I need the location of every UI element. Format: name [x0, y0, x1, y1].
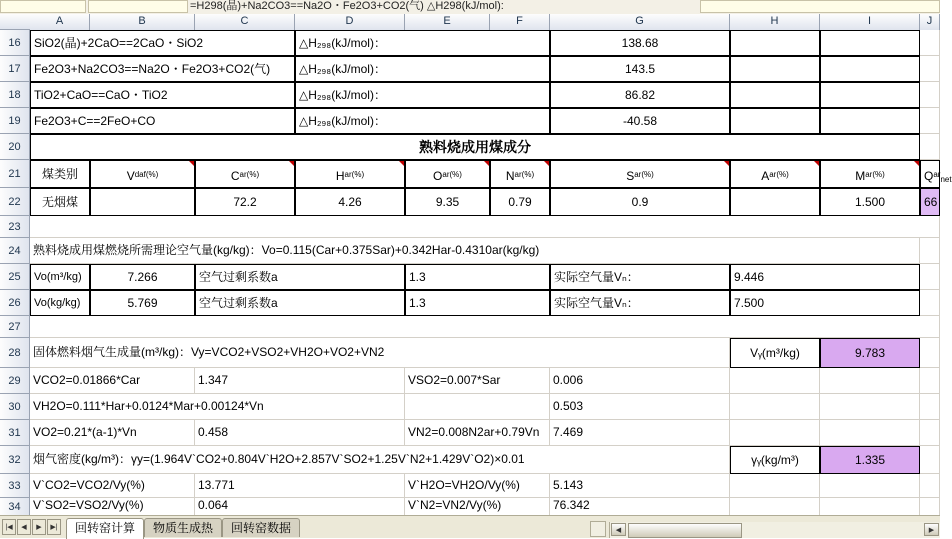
- cell-c31-value[interactable]: 0.458: [195, 420, 405, 446]
- cell-a21-coal-type[interactable]: 煤类别: [30, 160, 90, 188]
- cell-d21-base: H: [335, 169, 345, 183]
- row-header-20[interactable]: 20: [0, 134, 30, 160]
- cell-j21-qar-net[interactable]: [920, 160, 952, 188]
- cell-i22[interactable]: 1.500: [820, 188, 920, 216]
- cell-a25-label[interactable]: Vo(m³/kg): [30, 264, 90, 290]
- cell-j32[interactable]: [920, 446, 940, 474]
- cell-g21-sup: ar(%): [634, 170, 654, 179]
- cell-c33-value[interactable]: 13.771: [195, 474, 405, 498]
- cell-g26-label[interactable]: 实际空气量Vₙ：: [550, 290, 730, 316]
- cell-g21-sar[interactable]: [550, 160, 730, 188]
- cell-a24-formula[interactable]: 熟料烧成用煤燃烧所需理论空气量(kg/kg)：Vo=0.115(Car+0.375Sar)+0.342Har-0.4310ar(kg/kg): [30, 238, 920, 264]
- sheet-tab-bar: [0, 515, 940, 538]
- row-header-16[interactable]: 16: [0, 30, 30, 56]
- comment-marker-icon: [724, 161, 729, 166]
- cell-a17[interactable]: Fe2O3+Na2CO3==Na2O・Fe2O3+CO2(气): [30, 56, 295, 82]
- cell-e21-oar[interactable]: [405, 160, 490, 188]
- comment-marker-icon: [399, 161, 404, 166]
- cell-e34-formula[interactable]: V`N2=VN2/Vy(%): [405, 498, 550, 516]
- cell-row-27-blank[interactable]: [30, 316, 940, 338]
- cell-a29-formula[interactable]: VCO2=0.01866*Car: [30, 368, 195, 394]
- cell-g25-label[interactable]: 实际空气量Vₙ：: [550, 264, 730, 290]
- cell-j24[interactable]: [920, 238, 940, 264]
- sheet-tab-rotary-kiln-calc[interactable]: 回转窑计算: [66, 518, 144, 539]
- cell-j30[interactable]: [920, 394, 940, 420]
- cell-j22[interactable]: 66: [920, 188, 940, 216]
- prev-sheet-button[interactable]: ◀: [17, 519, 31, 535]
- cell-e25-value[interactable]: 1.3: [405, 264, 550, 290]
- cell-d19[interactable]: △H₂₉₈(kJ/mol)：: [295, 108, 550, 134]
- cell-i21-mar[interactable]: [820, 160, 920, 188]
- column-header-j[interactable]: J: [920, 14, 940, 30]
- cell-a31-formula[interactable]: VO2=0.21*(a-1)*Vn: [30, 420, 195, 446]
- cell-a34-formula[interactable]: V`SO2=VSO2/Vy(%): [30, 498, 195, 516]
- column-header-row: [0, 14, 940, 30]
- cell-h33[interactable]: [730, 474, 820, 498]
- row-header-31[interactable]: 31: [0, 420, 30, 446]
- row-header-27[interactable]: 27: [0, 316, 30, 338]
- cell-h26-value[interactable]: 7.500: [730, 290, 920, 316]
- cell-h19[interactable]: [730, 108, 820, 134]
- cell-g29-value[interactable]: 0.006: [550, 368, 730, 394]
- cell-f21-nar[interactable]: [490, 160, 550, 188]
- column-header-f[interactable]: F: [490, 14, 550, 30]
- sheet-tab-rotary-kiln-data[interactable]: 回转窑数据: [222, 518, 300, 537]
- cell-i32-value[interactable]: 1.335: [820, 446, 920, 474]
- cell-h29[interactable]: [730, 368, 820, 394]
- cell-a33-formula[interactable]: V`CO2=VCO2/Vy(%): [30, 474, 195, 498]
- cell-i18[interactable]: [820, 82, 920, 108]
- row-header-34[interactable]: 34: [0, 498, 30, 516]
- cell-j17[interactable]: [920, 56, 940, 82]
- cell-j25[interactable]: [920, 264, 940, 290]
- cell-j19[interactable]: [920, 108, 940, 134]
- name-box[interactable]: [0, 0, 86, 13]
- scroll-right-arrow[interactable]: ▶: [924, 523, 939, 536]
- cell-i16[interactable]: [820, 30, 920, 56]
- comment-marker-icon: [914, 161, 919, 166]
- cell-f21-sup: ar(%): [514, 170, 535, 179]
- scroll-left-arrow[interactable]: ◀: [611, 523, 626, 536]
- sheet-nav-buttons: [2, 519, 61, 535]
- sheet-tab-formation-heat[interactable]: 物质生成热: [144, 518, 222, 537]
- formula-bar-text: =H298(晶)+Na2CO3==Na2O・Fe2O3+CO2(气) △H298(kJ/mol):: [190, 0, 504, 12]
- cell-a22[interactable]: 无烟煤: [30, 188, 90, 216]
- cell-g17[interactable]: 143.5: [550, 56, 730, 82]
- cell-c21-base: C: [230, 169, 240, 183]
- cell-e21-base: O: [433, 169, 443, 183]
- cell-g19[interactable]: -40.58: [550, 108, 730, 134]
- cell-g16[interactable]: 138.68: [550, 30, 730, 56]
- cell-d21-sup: ar(%): [344, 170, 365, 179]
- cell-h34[interactable]: [730, 498, 820, 516]
- cell-a28-formula[interactable]: 固体燃料烟气生成量(m³/kg)：Vy=VCO2+VSO2+VH2O+VO2+VN2: [30, 338, 730, 368]
- formula-bar-segment-1[interactable]: [88, 0, 188, 13]
- cell-g18[interactable]: 86.82: [550, 82, 730, 108]
- cell-f22[interactable]: 0.79: [490, 188, 550, 216]
- cell-h25-value[interactable]: 9.446: [730, 264, 920, 290]
- cell-c29-value[interactable]: 1.347: [195, 368, 405, 394]
- cell-g30-value[interactable]: 0.503: [550, 394, 730, 420]
- row-header-23[interactable]: 23: [0, 216, 30, 238]
- row-header-17[interactable]: 17: [0, 56, 30, 82]
- cell-a16[interactable]: SiO2(晶)+2CaO==2CaO・SiO2: [30, 30, 295, 56]
- cell-j34[interactable]: [920, 498, 940, 516]
- column-header-c[interactable]: C: [195, 14, 295, 30]
- cell-c21-sup: ar(%): [239, 170, 260, 179]
- row-header-30[interactable]: 30: [0, 394, 30, 420]
- cell-g21-base: S: [626, 169, 635, 183]
- column-header-i[interactable]: I: [820, 14, 920, 30]
- column-header-b[interactable]: B: [90, 14, 195, 30]
- cell-h21-sup: ar(%): [769, 170, 789, 179]
- cell-c25-label[interactable]: 空气过剩系数a: [195, 264, 405, 290]
- cell-j33[interactable]: [920, 474, 940, 498]
- formula-bar-segment-2[interactable]: [700, 0, 940, 13]
- cell-j31[interactable]: [920, 420, 940, 446]
- section-title-coal-composition[interactable]: 熟料烧成用煤成分: [30, 134, 920, 160]
- cell-h30[interactable]: [730, 394, 820, 420]
- cell-j16[interactable]: [920, 30, 940, 56]
- cell-i31[interactable]: [820, 420, 920, 446]
- cell-e30[interactable]: [405, 394, 550, 420]
- cell-d18[interactable]: △H₂₉₈(kJ/mol)：: [295, 82, 550, 108]
- cell-a32-formula[interactable]: 烟气密度(kg/m³)：γy=(1.964V`CO2+0.804V`H2O+2.857V`SO2+1.25V`N2+1.429V`O2)×0.01: [30, 446, 730, 474]
- cell-h28-label[interactable]: Vᵧ(m³/kg): [730, 338, 820, 368]
- cell-e33-formula[interactable]: V`H2O=VH2O/Vy(%): [405, 474, 550, 498]
- cell-i34[interactable]: [820, 498, 920, 516]
- cell-i21-base: M: [855, 169, 866, 183]
- cell-j21-sub: net: [940, 175, 952, 184]
- cell-h18[interactable]: [730, 82, 820, 108]
- cell-c26-label[interactable]: 空气过剩系数a: [195, 290, 405, 316]
- cell-h31[interactable]: [730, 420, 820, 446]
- cell-h22[interactable]: [730, 188, 820, 216]
- row-header-21[interactable]: 21: [0, 160, 30, 188]
- cell-d17[interactable]: △H₂₉₈(kJ/mol)：: [295, 56, 550, 82]
- cell-i28-value[interactable]: 9.783: [820, 338, 920, 368]
- cell-d22[interactable]: 4.26: [295, 188, 405, 216]
- cell-h16[interactable]: [730, 30, 820, 56]
- row-header-18[interactable]: 18: [0, 82, 30, 108]
- cell-i33[interactable]: [820, 474, 920, 498]
- row-header-25[interactable]: 25: [0, 264, 30, 290]
- cell-a30-formula[interactable]: VH2O=0.111*Har+0.0124*Mar+0.00124*Vn: [30, 394, 405, 420]
- comment-marker-icon: [189, 161, 194, 166]
- cell-e22[interactable]: 9.35: [405, 188, 490, 216]
- cell-b22[interactable]: [90, 188, 195, 216]
- cell-i21-sup: ar(%): [865, 170, 885, 179]
- formula-bar: [0, 0, 940, 15]
- row-header-22[interactable]: 22: [0, 188, 30, 216]
- column-header-h[interactable]: H: [730, 14, 820, 30]
- cell-a26-label[interactable]: Vo(kg/kg): [30, 290, 90, 316]
- column-header-g[interactable]: G: [550, 14, 730, 30]
- comment-marker-icon: [814, 161, 819, 166]
- row-header-29[interactable]: 29: [0, 368, 30, 394]
- cell-b21-vdaf[interactable]: [90, 160, 195, 188]
- row-header-28[interactable]: 28: [0, 338, 30, 368]
- last-sheet-button[interactable]: ▶|: [47, 519, 61, 535]
- comment-marker-icon: [484, 161, 489, 166]
- next-sheet-button[interactable]: ▶: [32, 519, 46, 535]
- cell-j26[interactable]: [920, 290, 940, 316]
- cell-h32-label[interactable]: γᵧ(kg/m³): [730, 446, 820, 474]
- row-header-32[interactable]: 32: [0, 446, 30, 474]
- row-header-19[interactable]: 19: [0, 108, 30, 134]
- column-header-a[interactable]: A: [30, 14, 90, 30]
- cell-h21-aar[interactable]: [730, 160, 820, 188]
- cell-d16[interactable]: △H₂₉₈(kJ/mol)：: [295, 30, 550, 56]
- cell-c34-value[interactable]: 0.064: [195, 498, 405, 516]
- first-sheet-button[interactable]: |◀: [2, 519, 16, 535]
- cell-f21-base: N: [505, 169, 515, 183]
- cell-j18[interactable]: [920, 82, 940, 108]
- cell-i29[interactable]: [820, 368, 920, 394]
- cell-g34-value[interactable]: 76.342: [550, 498, 730, 516]
- row-header-33[interactable]: 33: [0, 474, 30, 498]
- cell-b26-value[interactable]: 5.769: [90, 290, 195, 316]
- cell-g22[interactable]: 0.9: [550, 188, 730, 216]
- cell-row-23-blank[interactable]: [30, 216, 940, 238]
- cell-i17[interactable]: [820, 56, 920, 82]
- cell-e29-formula[interactable]: VSO2=0.007*Sar: [405, 368, 550, 394]
- cell-a18[interactable]: TiO2+CaO==CaO・TiO2: [30, 82, 295, 108]
- cell-e31-formula[interactable]: VN2=0.008N2ar+0.79Vn: [405, 420, 550, 446]
- scroll-thumb[interactable]: [628, 523, 742, 538]
- cell-b21-sup: daf(%): [134, 170, 159, 179]
- cell-j29[interactable]: [920, 368, 940, 394]
- comment-marker-icon: [289, 161, 294, 166]
- sheet-tabs: [66, 516, 300, 538]
- cell-g31-value[interactable]: 7.469: [550, 420, 730, 446]
- cell-d21-har[interactable]: [295, 160, 405, 188]
- cell-g33-value[interactable]: 5.143: [550, 474, 730, 498]
- row-header-24[interactable]: 24: [0, 238, 30, 264]
- cell-b25-value[interactable]: 7.266: [90, 264, 195, 290]
- cell-a19[interactable]: Fe2O3+C==2FeO+CO: [30, 108, 295, 134]
- comment-marker-icon: [544, 161, 549, 166]
- cell-j28[interactable]: [920, 338, 940, 368]
- cell-b21-base: V: [126, 169, 135, 183]
- cell-j21-sup: ar: [933, 170, 941, 179]
- row-header-26[interactable]: 26: [0, 290, 30, 316]
- cell-j20[interactable]: [920, 134, 940, 160]
- cell-i19[interactable]: [820, 108, 920, 134]
- cell-h17[interactable]: [730, 56, 820, 82]
- cell-i30[interactable]: [820, 394, 920, 420]
- column-header-e[interactable]: E: [405, 14, 490, 30]
- cell-j21-base: Q: [924, 169, 934, 183]
- cell-h21-base: A: [761, 169, 770, 183]
- cell-e26-value[interactable]: 1.3: [405, 290, 550, 316]
- tab-split-handle[interactable]: [590, 521, 606, 537]
- cell-c22[interactable]: 72.2: [195, 188, 295, 216]
- cell-e21-sup: ar(%): [442, 170, 462, 179]
- column-header-d[interactable]: D: [295, 14, 405, 30]
- cell-c21-car[interactable]: [195, 160, 295, 188]
- horizontal-scrollbar[interactable]: [609, 522, 940, 538]
